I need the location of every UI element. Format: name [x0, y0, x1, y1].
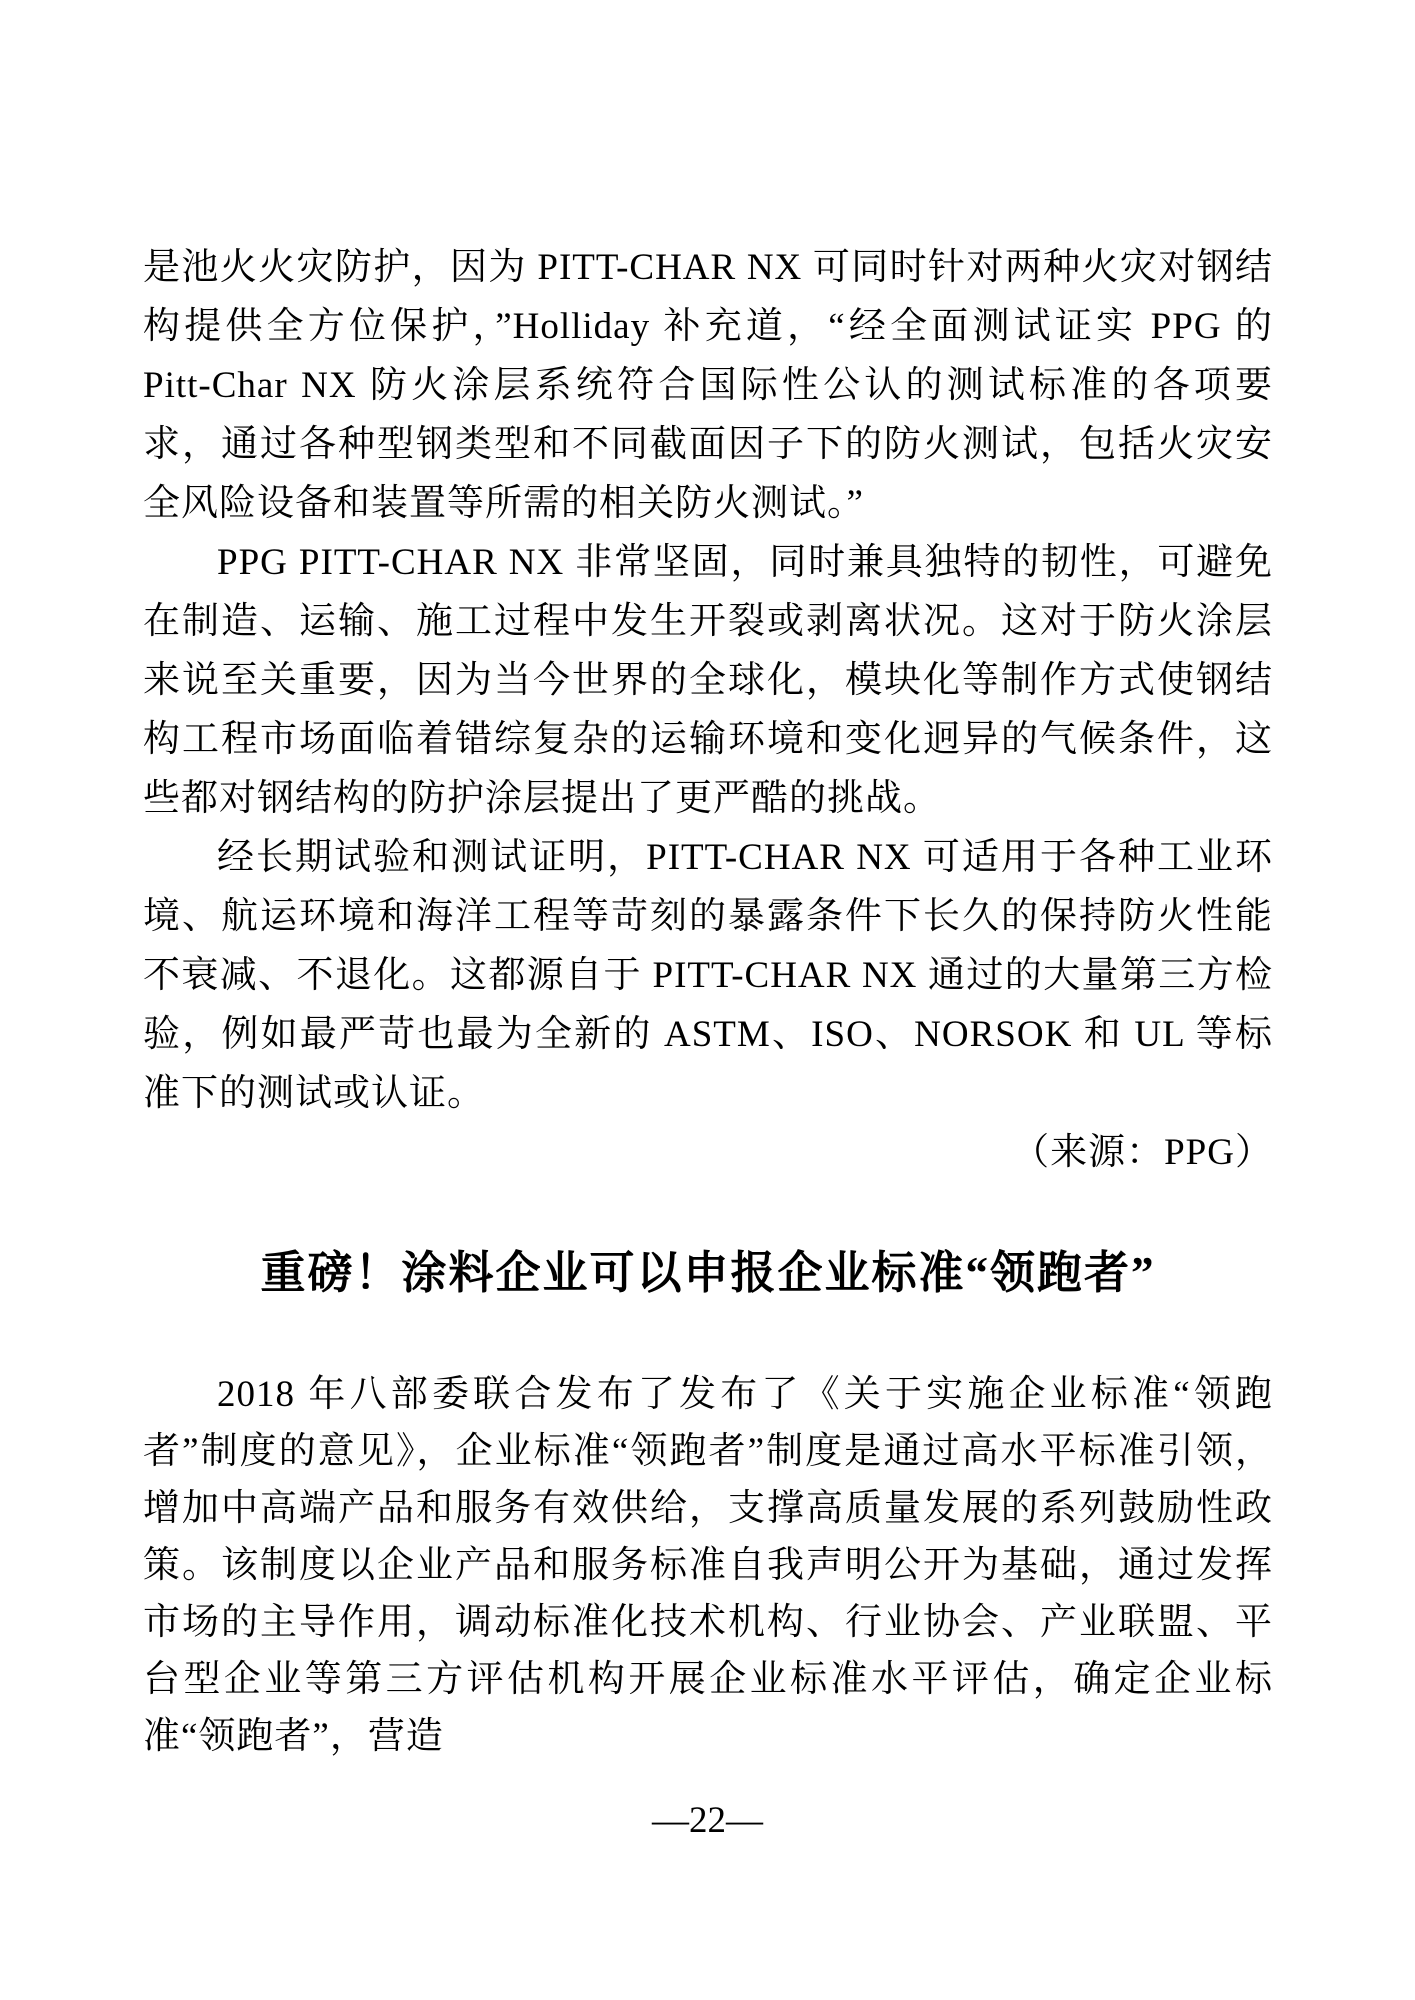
paragraph-testing: 经长期试验和测试证明，PITT-CHAR NX 可适用于各种工业环境、航运环境和海洋工程等苛刻的暴露条件下长久的保持防火性能不衰减、不退化。这都源自于 PITT-CHAR NX 通过的大量第三方检验，例如最严苛也最为全新的 ASTM、ISO、NORSOK 和 UL 等标准下的测试或认证。 — [143, 837, 1273, 1114]
paragraph-durability: PPG PITT-CHAR NX 非常坚固，同时兼具独特的韧性，可避免在制造、运输、施工过程中发生开裂或剥离状况。这对于防火涂层来说至关重要，因为当今世界的全球化，模块化等制作方式使钢结构工程市场面临着错综复杂的运输环境和变化迥异的气候条件，这些都对钢结构的防护涂层提出了更严酷的挑战。 — [143, 542, 1273, 819]
article-headline: 重磅！涂料企业可以申报企业标准“领跑者” — [260, 1248, 1156, 1298]
page-number: —22— — [652, 1800, 763, 1841]
page-content — [143, 238, 1273, 1765]
paragraph-intro: 2018 年八部委联合发布了发布了《关于实施企业标准“领跑者”制度的意见》，企业标准“领跑者”制度是通过高水平标准引领，增加中高端产品和服务有效供给，支撑高质量发展的系列鼓励性政策。该制度以企业产品和服务标准自我声明公开为基础，通过发挥市场的主导作用，调动标准化技术机构、行业协会、产业联盟、平台型企业等第三方评估机构开展企业标准水平评估，确定企业标准“领跑者”，营造 — [143, 1374, 1273, 1757]
article-standard-leader — [143, 1240, 1273, 1765]
article-ppg-pitt-char — [143, 238, 1273, 1182]
paragraph-continuation: 是池火火灾防护，因为 PITT-CHAR NX 可同时针对两种火灾对钢结构提供全方位保护，”Holliday 补充道，“经全面测试证实 PPG 的 Pitt-Char NX 防火涂层系统符合国际性公认的测试标准的各项要求，通过各种型钢类型和不同截面因子下的防火测试，包括火灾安全风险设备和装置等所需的相关防火测试。” — [143, 247, 1273, 524]
source-attribution: （来源：PPG） — [1012, 1132, 1273, 1173]
